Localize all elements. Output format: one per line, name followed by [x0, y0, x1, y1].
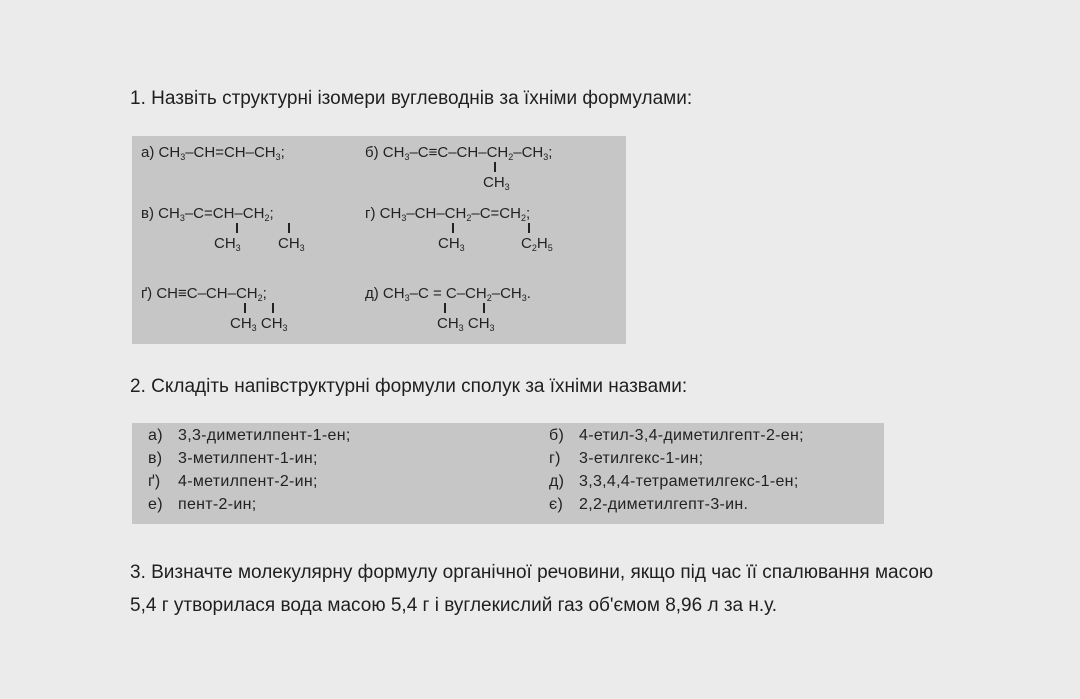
list-item: е) пент-2-ин;: [148, 496, 257, 513]
formula-v: в) $CH_3-C=CH-CH_2$;: [141, 205, 274, 223]
bond-line: [494, 162, 496, 172]
formula-g-substituent-1: $CH_3$: [438, 235, 465, 253]
list-item: г) 3-етилгекс-1-ин;: [549, 450, 704, 467]
bond-line: [244, 303, 246, 313]
formula-v-substituent-1: $CH_3$: [214, 235, 241, 253]
bond-line: [272, 303, 274, 313]
formula-a: а) $CH_3-CH=CH-CH_3$;: [141, 144, 285, 162]
bond-line: [236, 223, 238, 233]
formula-b: б) $CH_3-C\equiv C-CH-CH_2-CH_3$;: [365, 144, 553, 162]
question-1-title: 1. Назвіть структурні ізомери вуглеводнів за їхніми формулами:: [130, 88, 693, 109]
bond-line: [444, 303, 446, 313]
list-item: д) 3,3,4,4-тетраметилгекс-1-ен;: [549, 473, 799, 490]
formula-g: г) $CH_3-CH-CH_2-C=CH_2$;: [365, 205, 531, 223]
list-item: а) 3,3-диметилпент-1-ен;: [148, 427, 351, 444]
bond-line: [288, 223, 290, 233]
question-3-text: [130, 556, 1060, 622]
bond-line: [452, 223, 454, 233]
list-item: в) 3-метилпент-1-ин;: [148, 450, 318, 467]
formula-d-substituents: $CH_3$ $CH_3$: [437, 315, 495, 333]
question-3-line-2: 5,4 г утворилася вода масою 5,4 г і вуглекислий газ об'ємом 8,96 л за н.у.: [130, 595, 778, 616]
list-item: ґ) 4-метилпент-2-ин;: [148, 473, 318, 490]
question-3-line-1: 3. Визначте молекулярну формулу органічної речовини, якщо під час її спалювання масою: [130, 562, 934, 583]
formula-b-substituent: $CH_3$: [483, 174, 510, 192]
bond-line: [528, 223, 530, 233]
formula-g-prime-substituents: $CH_3$ $CH_3$: [230, 315, 288, 333]
formula-d: д) $CH_3-C = C-CH_2-CH_3$.: [365, 285, 531, 303]
isomer-formulas-panel: [132, 136, 626, 344]
formula-v-substituent-2: $CH_3$: [278, 235, 305, 253]
formula-g-prime: ґ) $CH\equiv C-CH-CH_2$;: [141, 285, 267, 303]
compound-names-panel: [132, 423, 884, 524]
formula-g-substituent-2: $C_2H_5$: [521, 235, 553, 253]
list-item: б) 4-етил-3,4-диметилгепт-2-ен;: [549, 427, 804, 444]
list-item: є) 2,2-диметилгепт-3-ин.: [549, 496, 749, 513]
bond-line: [483, 303, 485, 313]
question-2-title: 2. Складіть напівструктурні формули сполук за їхніми назвами:: [130, 376, 688, 397]
